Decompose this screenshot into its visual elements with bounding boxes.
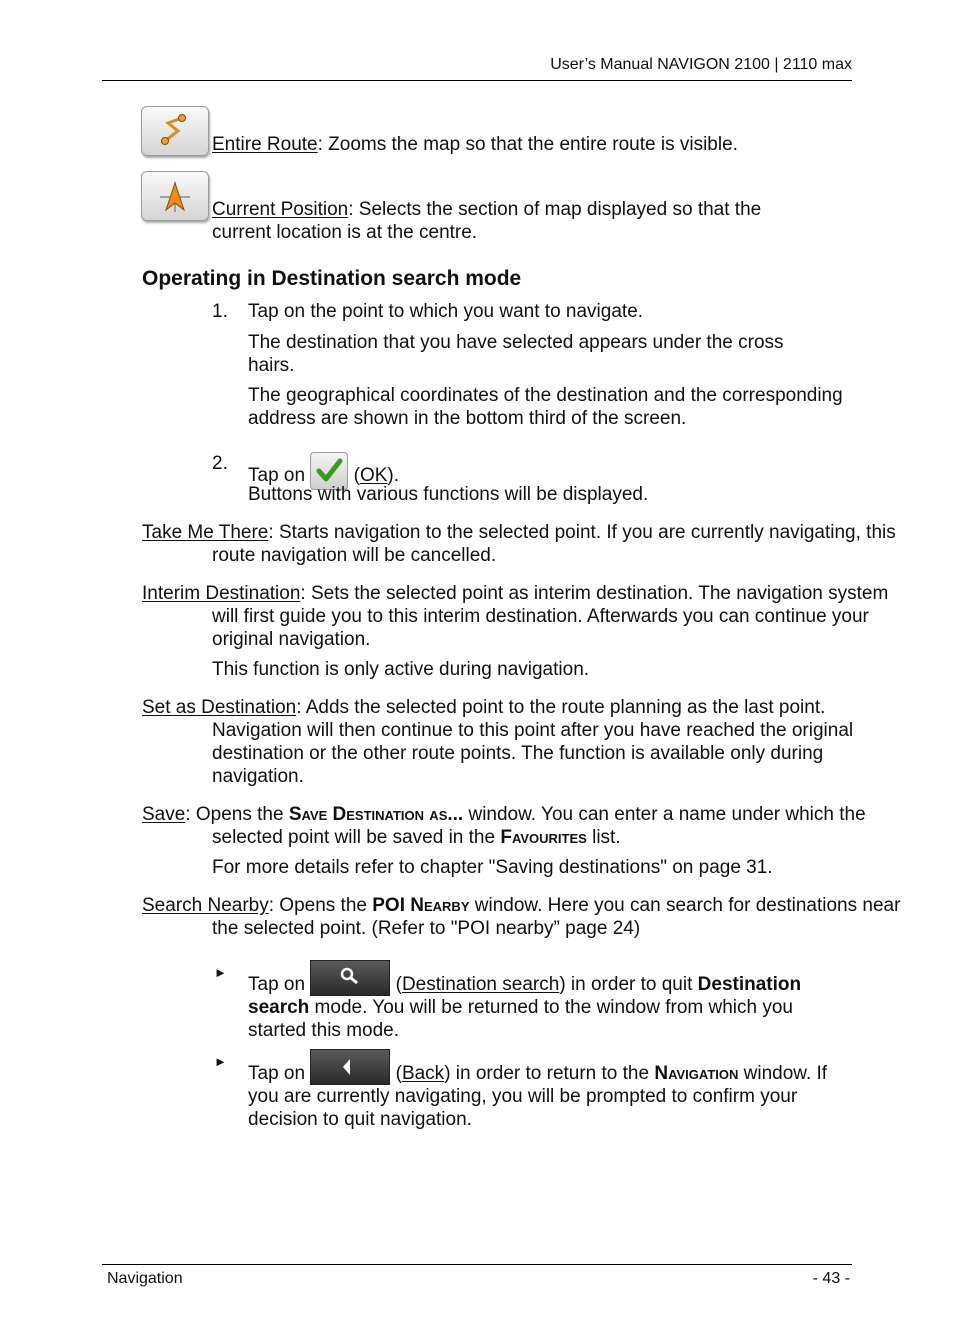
- entire-route-desc: Entire Route: Zooms the map so that the entire route is visible.: [212, 134, 738, 155]
- footer-section: Navigation: [107, 1270, 183, 1287]
- search-nearby-term: Search Nearby: [142, 895, 269, 916]
- bullet-2-text: Tap on (Back) in order to return to the Navigation window. If you are currently navigating, you will be prompted to confirm your decision to quit navigation.: [248, 1049, 838, 1131]
- back-link: Back: [401, 1063, 445, 1084]
- entire-route-term: Entire Route: [212, 134, 318, 155]
- step-1-para-1: The destination that you have selected appears under the cross hairs.: [248, 332, 784, 376]
- back-arrow-icon: [311, 1050, 389, 1084]
- bullet-marker: ►: [214, 965, 227, 980]
- destination-search-button[interactable]: [310, 960, 390, 996]
- page-footer: [102, 1264, 852, 1287]
- step-2-number: 2.: [212, 453, 228, 474]
- current-position-button[interactable]: [141, 171, 209, 221]
- take-me-there-desc: Take Me There: Starts navigation to the selected point. If you are currently navigating, this route navigation will be cancelled.: [142, 522, 896, 566]
- page-number: - 43 -: [812, 1270, 850, 1287]
- current-position-term: Current Position: [212, 199, 349, 220]
- page-header: [102, 56, 852, 81]
- section-heading: Operating in Destination search mode: [142, 267, 522, 290]
- ok-link: OK: [359, 465, 388, 486]
- route-icon: [142, 107, 208, 155]
- take-me-there-term: Take Me There: [142, 522, 269, 543]
- step-2-para-1: Buttons with various functions will be displayed.: [248, 484, 649, 505]
- header-title: User’s Manual NAVIGON 2100 | 2110 max: [550, 56, 852, 73]
- poi-nearby-window-name: POI Nearby: [372, 895, 470, 916]
- favourites-list-name: Favourites: [500, 827, 587, 848]
- position-arrow-icon: [142, 172, 208, 220]
- interim-destination-desc: Interim Destination: Sets the selected point as interim destination. The navigation system will first guide you to this interim destination. Afterwards you can continue your original navigation.: [142, 583, 889, 650]
- interim-destination-term: Interim Destination: [142, 583, 301, 604]
- step-1-text: Tap on the point to which you want to navigate.: [248, 301, 644, 322]
- entire-route-button[interactable]: [141, 106, 209, 156]
- destination-search-link: Destination search: [401, 974, 560, 995]
- search-nearby-desc: Search Nearby: Opens the POI Nearby window. Here you can search for destinations near the selected point. (Refer to "POI nearby” page 24): [142, 895, 901, 939]
- save-note: For more details refer to chapter "Saving destinations" on page 31.: [212, 857, 773, 878]
- step-2-text: Tap on (OK).: [248, 452, 399, 490]
- bullet-1-text: Tap on (Destination search) in order to quit Destination search mode. You will be returned to the window from which you started this mode.: [248, 960, 838, 1042]
- save-term: Save: [142, 804, 186, 825]
- save-desc: Save: Opens the Save Destination as... window. You can enter a name under which the selected point will be saved in the Favourites list.: [142, 804, 866, 848]
- bullet-marker: ►: [214, 1054, 227, 1069]
- save-destination-window-name: Save Destination as...: [288, 804, 464, 825]
- navigation-window-name: Navigation: [654, 1063, 739, 1084]
- step-1-number: 1.: [212, 301, 228, 322]
- magnifier-icon: [311, 961, 389, 995]
- interim-destination-note: This function is only active during navigation.: [212, 659, 590, 680]
- set-as-destination-desc: Set as Destination: Adds the selected point to the route planning as the last point. Navigation will then continue to this point after you have reached the original destination or the other route points. The function is available only during navigation.: [142, 697, 854, 787]
- set-as-destination-term: Set as Destination: [142, 697, 297, 718]
- step-1-para-2: The geographical coordinates of the destination and the corresponding address are shown in the bottom third of the screen.: [248, 385, 843, 429]
- back-button[interactable]: [310, 1049, 390, 1085]
- current-position-desc: Current Position: Selects the section of map displayed so that the current location is at the centre.: [212, 199, 762, 243]
